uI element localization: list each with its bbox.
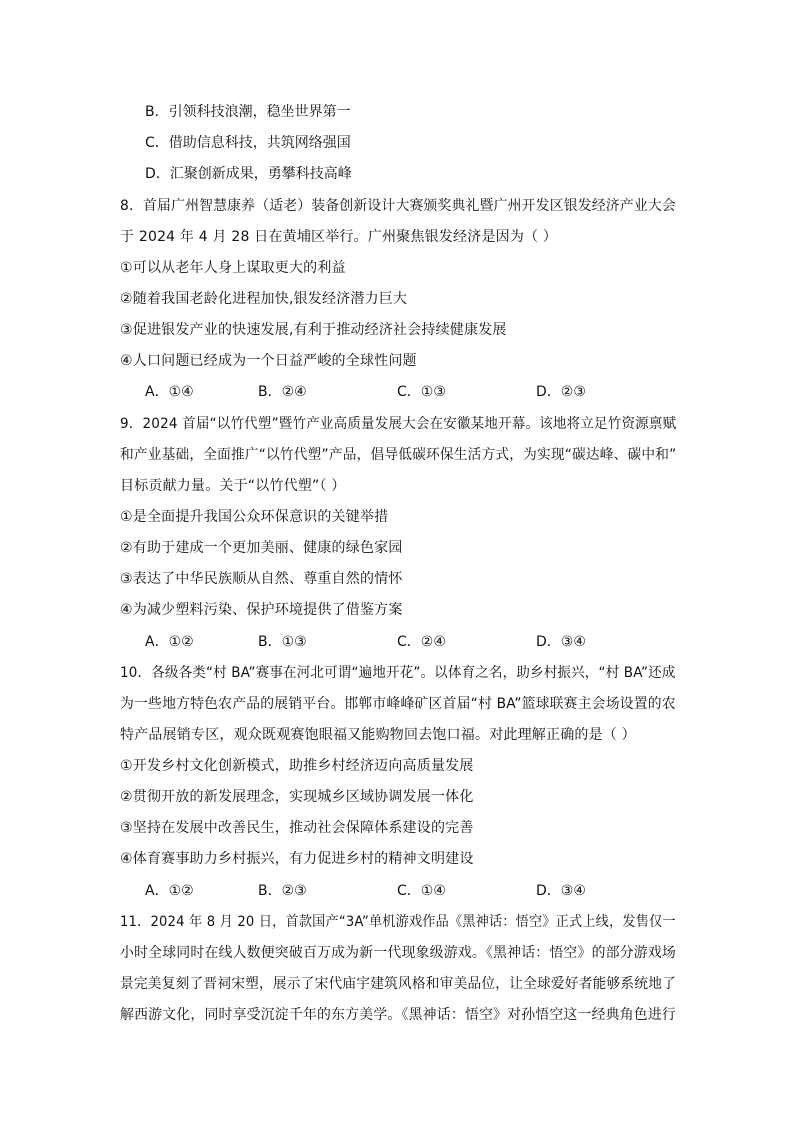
q11-stem-line-2: 小时全球同时在线人数便突破百万成为新一代现象级游戏。《黑神话：悟空》的部分游戏场	[120, 945, 677, 961]
q8-stem-line-2: 于 2024 年 4 月 28 日在黄埔区举行。广州聚焦银发经济是因为（ ）	[120, 229, 558, 245]
q9-statement-2: ②有助于建成一个更加美丽、健康的绿色家园	[120, 540, 403, 556]
q11-stem-line-3: 景完美复刻了晋祠宋塑，展示了宋代庙宇建筑风格和审美品位，让全球爱好者能够系统地了	[120, 976, 677, 992]
q9-statement-3: ③表达了中华民族顺从自然、尊重自然的情怀	[120, 571, 403, 587]
q11-stem-line-4: 解西游文化，同时享受沉淀千年的东方美学。《黑神话：悟空》对孙悟空这一经典角色进行	[120, 1007, 677, 1023]
q8-statement-4: ④人口问题已经成为一个日益严峻的全球性问题	[120, 353, 417, 369]
q8-statement-1: ①可以从老年人身上谋取更大的利益	[120, 260, 346, 276]
q8-statement-3: ③促进银发产业的快速发展,有利于推动经济社会持续健康发展	[120, 322, 507, 338]
q10-stem-line-1: 10．各级各类“村 BA”赛事在河北可谓“遍地开花”。以体育之名，助乡村振兴，“村 BA”还成	[120, 665, 676, 681]
q9-choice-a: A．①②	[145, 634, 194, 650]
q8-choice-a: A．①④	[145, 384, 194, 400]
q9-choice-c: C．②④	[397, 634, 446, 650]
q10-choice-b: B．②③	[258, 883, 307, 899]
q7-option-c: C．借助信息科技，共筑网络强国	[145, 135, 351, 151]
q10-statement-3: ③坚持在发展中改善民生，推动社会保障体系建设的完善	[120, 820, 474, 836]
q10-choice-c: C．①④	[397, 883, 446, 899]
q7-option-d: D．汇聚创新成果，勇攀科技高峰	[145, 166, 352, 182]
q8-stem-line-1: 8．首届广州智慧康养（适老）装备创新设计大赛颁奖典礼暨广州开发区银发经济产业大会	[120, 198, 676, 214]
q9-choice-b: B．①③	[258, 634, 307, 650]
q10-stem-line-3: 特产品展销专区，观众既观赛饱眼福又能购物回去饱口福。对此理解正确的是（ ）	[120, 727, 636, 743]
q9-stem-line-1: 9．2024 首届“以竹代塑”暨竹产业高质量发展大会在安徽某地开幕。该地将立足竹资源禀赋	[120, 416, 677, 432]
q9-stem-line-3: 目标贡献力量。关于“以竹代塑”（ ）	[120, 478, 346, 494]
q10-stem-line-2: 为一些地方特色农产品的展销平台。邯郸市峰峰矿区首届“村 BA”篮球联赛主会场设置的农	[120, 696, 676, 712]
q8-choice-b: B．②④	[258, 384, 307, 400]
q9-stem-line-2: 和产业基础，全面推广“以竹代塑”产品，倡导低碳环保生活方式，为实现“碳达峰、碳中和”	[120, 447, 677, 463]
q8-choice-c: C．①③	[397, 384, 446, 400]
q10-statement-1: ①开发乡村文化创新模式，助推乡村经济迈向高质量发展	[120, 758, 474, 774]
q11-stem-line-1: 11．2024 年 8 月 20 日，首款国产“3A”单机游戏作品《黑神话：悟空》正式上线，发售仅一	[120, 914, 676, 930]
q9-statement-1: ①是全面提升我国公众环保意识的关键举措	[120, 509, 389, 525]
q7-option-b: B．引领科技浪潮，稳坐世界第一	[145, 104, 351, 120]
q10-statement-2: ②贯彻开放的新发展理念，实现城乡区域协调发展一体化	[120, 789, 474, 805]
q8-choice-d: D．②③	[536, 384, 586, 400]
q10-choice-a: A．①②	[145, 883, 194, 899]
q8-statement-2: ②随着我国老龄化进程加快,银发经济潜力巨大	[120, 291, 408, 307]
q10-statement-4: ④体育赛事助力乡村振兴，有力促进乡村的精神文明建设	[120, 851, 474, 867]
q9-choice-d: D．③④	[536, 634, 586, 650]
q9-statement-4: ④为减少塑料污染、保护环境提供了借鉴方案	[120, 602, 403, 618]
q10-choice-d: D．③④	[536, 883, 586, 899]
